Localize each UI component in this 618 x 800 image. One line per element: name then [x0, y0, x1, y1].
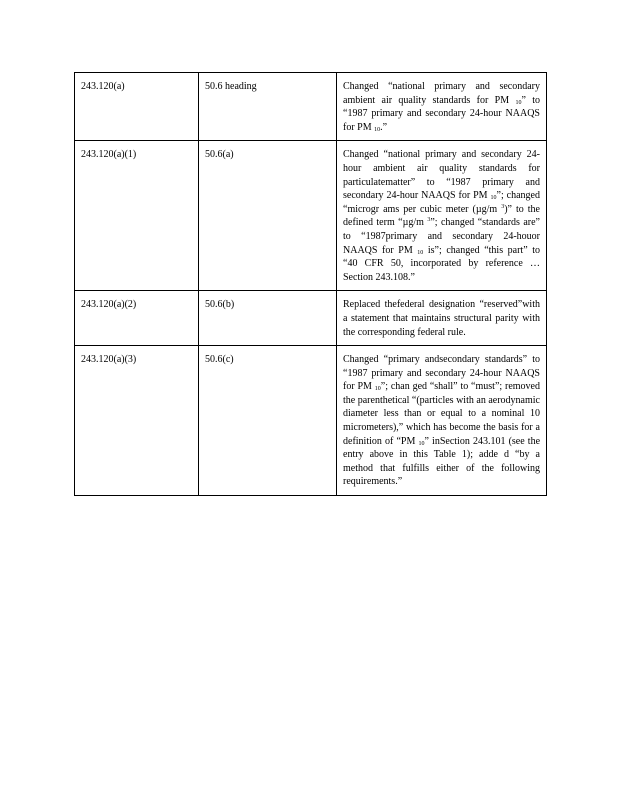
federal-section-cell: 50.6(c)	[199, 346, 337, 496]
table-row	[75, 346, 547, 496]
state-section-cell: 243.120(a)(2)	[75, 291, 199, 346]
change-description-cell: Changed “national primary and secondary 24-hour ambient air quality standards for particulatematter” to “1987 primary and secondary 24-hour NAAQS for PM $_{10}$”; changed “microgr ams per cubic meter (µg/m $^3$)” to the defined term “µg/m $^3$”; changed “standards are” to “1987primary and secondary 24-houor NAAQS for PM $_{10}$ is”; changed “this part” to “40 CFR 50, incorporated by reference … Section 243.108.”	[337, 141, 547, 291]
federal-section-cell: 50.6 heading	[199, 73, 337, 141]
table-row	[75, 291, 547, 346]
federal-section-cell: 50.6(a)	[199, 141, 337, 291]
state-section-cell: 243.120(a)(3)	[75, 346, 199, 496]
table-row	[75, 73, 547, 141]
state-section-cell: 243.120(a)	[75, 73, 199, 141]
change-description-cell: Replaced thefederal designation “reserved”with a statement that maintains structural parity with the corresponding federal rule.	[337, 291, 547, 346]
comparison-table	[74, 72, 547, 496]
change-description-cell: Changed “primary andsecondary standards” to “1987 primary and secondary 24-hour NAAQS for PM $_{10}$”; chan ged “shall” to “must”; removed the parenthetical “(particles with an aerodynamic diameter less than or equal to a nominal 10 micrometers),” which has become the basis for a definition of “PM $_{10}$” inSection 243.101 (see the entry above in this Table 1); adde d “by a method that fulfills either of the following requirements.”	[337, 346, 547, 496]
table-row	[75, 141, 547, 291]
change-description-cell: Changed “national primary and secondary ambient air quality standards for PM $_{10}$” to “1987 primary and secondary 24-hour NAAQS for PM $_{10}$.”	[337, 73, 547, 141]
federal-section-cell: 50.6(b)	[199, 291, 337, 346]
state-section-cell: 243.120(a)(1)	[75, 141, 199, 291]
